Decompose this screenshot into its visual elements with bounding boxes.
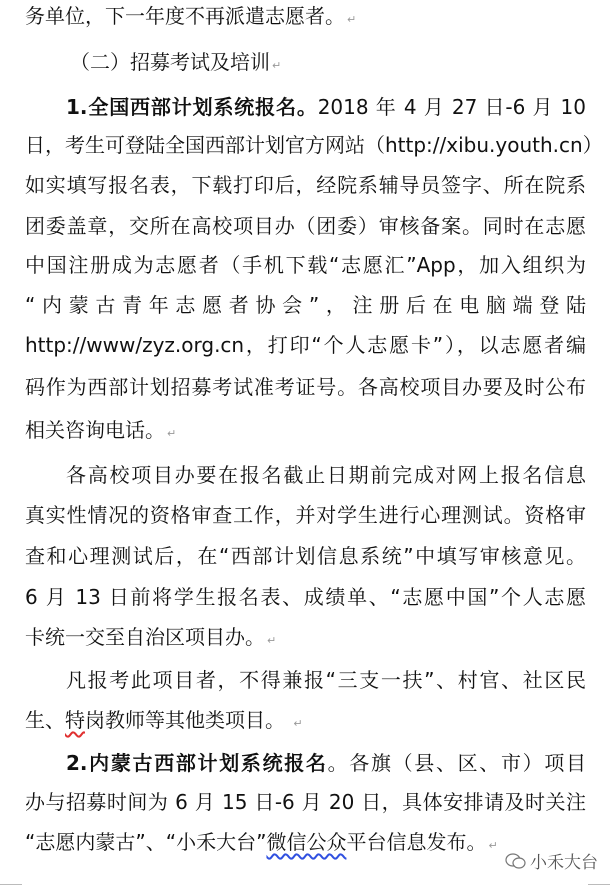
- text-line: [25, 213, 586, 239]
- text-segment: 如实填写报名表，下载打印后，经院系辅导员签字、所在院系: [25, 173, 586, 197]
- wechat-icon: [505, 852, 527, 870]
- text-line: [66, 94, 586, 120]
- text-segment: 岗教师等其他类项目。: [85, 708, 292, 732]
- text-line: [25, 3, 586, 33]
- text-line: [25, 789, 586, 815]
- text-line: [25, 252, 586, 278]
- text-line: [25, 132, 603, 158]
- text-line: [25, 502, 586, 528]
- paragraph-mark-icon: ↵: [272, 59, 282, 72]
- text-segment: 中国注册成为志愿者（手机下载“志愿汇”App，加入组织为: [25, 253, 586, 277]
- paragraph-mark-icon: ↵: [267, 634, 277, 647]
- text-segment: （二）招募考试及培训: [70, 50, 270, 74]
- flagged-text: 特: [65, 708, 85, 732]
- text-segment: 码作为西部计划招募考试准考证号。各高校项目办要及时公布: [25, 375, 586, 399]
- text-segment: 平台信息发布。: [346, 830, 487, 854]
- section-heading-text: 2.内蒙古西部计划系统报名: [66, 751, 328, 775]
- page-edge-left: [0, 884, 22, 885]
- text-line: [25, 584, 586, 610]
- text-line: [66, 667, 586, 693]
- text-line: [66, 750, 586, 776]
- text-line: [25, 172, 586, 198]
- text-line: [25, 374, 586, 400]
- text-segment: 办与招募时间为 6 月 15 日-6 月 20 日，具体安排请及时关注: [25, 790, 586, 814]
- text-segment: 真实性情况的资格审查工作，并对学生进行心理测试。资格审: [25, 503, 586, 527]
- watermark-text: 小禾大台: [530, 853, 598, 873]
- flagged-text: 微信公众: [266, 830, 347, 854]
- text-segment: 凡报考此项目者，不得兼报“三支一扶”、村官、社区民: [66, 668, 586, 692]
- page-edge-right: [588, 884, 610, 885]
- text-segment: “志愿内蒙古”、“小禾大台”: [25, 830, 267, 854]
- text-line: [66, 462, 586, 488]
- text-segment: 6 月 13 日前将学生报名表、成绩单、“志愿中国”个人志愿: [25, 585, 586, 609]
- section-heading-text: 1.全国西部计划系统报名。: [66, 95, 318, 119]
- paragraph-mark-icon: ↵: [347, 13, 357, 26]
- paragraph-mark-icon: ↵: [293, 717, 303, 730]
- text-segment: 卡统一交至自治区项目办。: [25, 625, 265, 649]
- text-line: [25, 707, 586, 737]
- text-segment: 日，考生可登陆全国西部计划官方网站（http://xibu.youth.cn）: [25, 133, 603, 157]
- text-line: [25, 624, 586, 654]
- text-line: [25, 332, 586, 358]
- text-segment: 2018 年 4 月 27 日-6 月 10: [317, 95, 587, 119]
- text-segment: “内蒙古青年志愿者协会”，注册后在电脑端登陆: [25, 293, 586, 317]
- text-line: [25, 292, 586, 318]
- text-segment: 团委盖章，交所在高校项目办（团委）审核备案。同时在志愿: [25, 214, 586, 238]
- paragraph-mark-icon: ↵: [488, 839, 498, 852]
- text-segment: 务单位，下一年度不再派遣志愿者。: [25, 4, 345, 28]
- text-line: [25, 829, 586, 859]
- text-segment: http://www/zyz.org.cn，打印“个人志愿卡”），以志愿者编: [25, 333, 586, 357]
- watermark: [505, 848, 598, 873]
- text-segment: 。各旗（县、区、市）项目: [327, 751, 586, 775]
- text-line: [25, 543, 586, 569]
- text-segment: 相关咨询电话。: [25, 418, 165, 442]
- text-segment: 各高校项目办要在报名截止日期前完成对网上报名信息: [66, 463, 586, 487]
- text-line: [70, 49, 281, 79]
- text-line: [25, 417, 586, 447]
- text-segment: 生、: [25, 708, 65, 732]
- text-segment: 查和心理测试后，在“西部计划信息系统”中填写审核意见。: [25, 544, 586, 568]
- paragraph-mark-icon: ↵: [167, 427, 177, 440]
